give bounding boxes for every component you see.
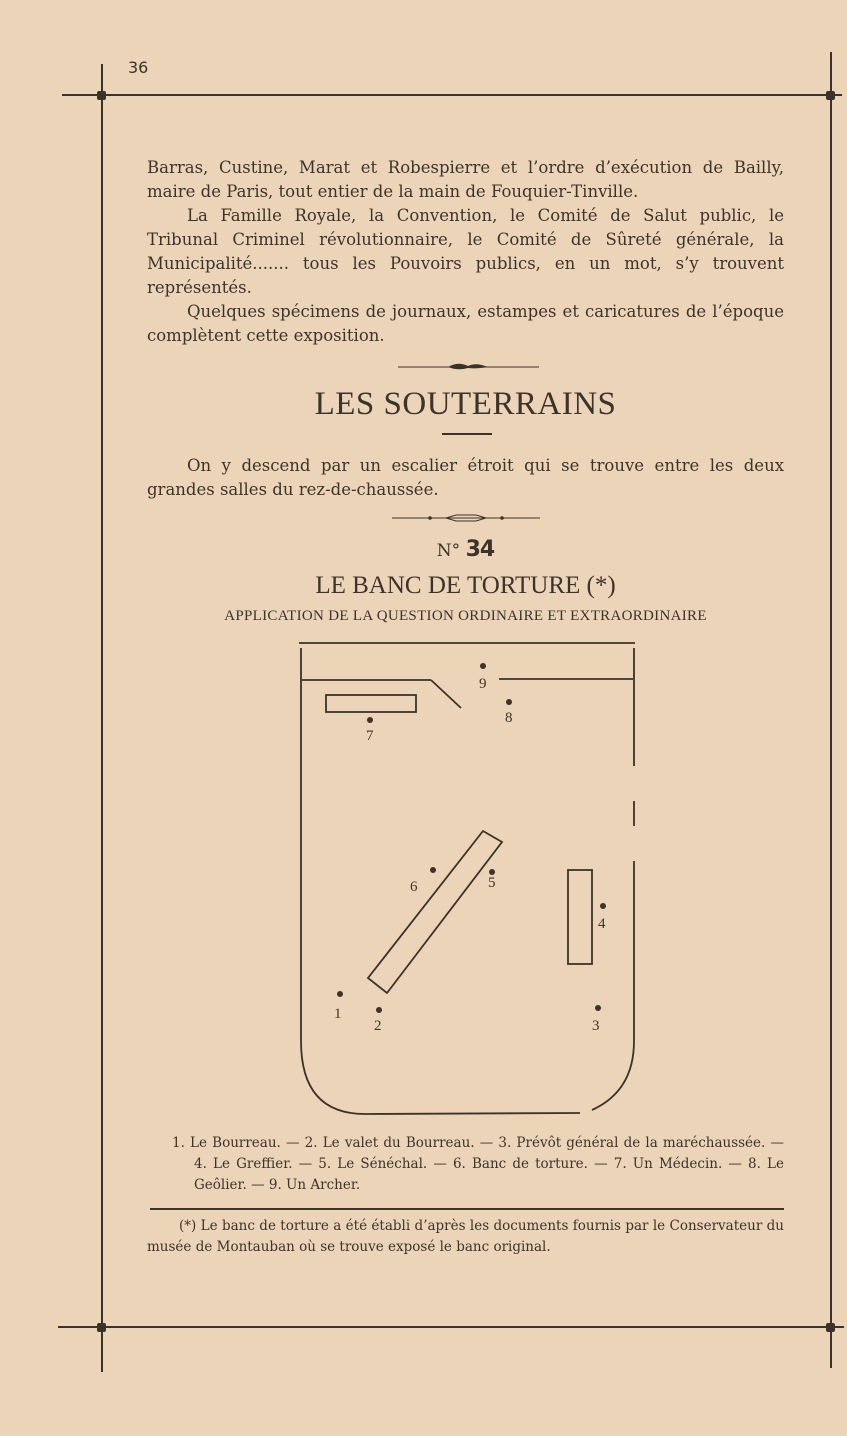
- plan-marker-label: 3: [592, 1018, 600, 1034]
- plan-marker-label: 8: [505, 710, 513, 726]
- plan-markers: [337, 663, 606, 1013]
- plan-outer-wall: [301, 648, 580, 1114]
- frame-bottom-rule: [58, 1326, 844, 1328]
- intro-paragraph-1: Barras, Custine, Marat et Robespierre et l’ordre d’exécution de Bailly, maire de Paris, tout entier de la main de Fouquier-Tinville.: [147, 158, 784, 201]
- intro-paragraph-3: Quelques spécimens de journaux, estampes et caricatures de l’époque complètent cette exposition.: [147, 302, 784, 345]
- frame-corner-ornament: [826, 1323, 835, 1332]
- frame-corner-ornament: [97, 1323, 106, 1332]
- torture-room-floor-plan: [290, 636, 650, 1126]
- footnote-rule: [150, 1208, 784, 1210]
- plan-marker-label: 7: [366, 728, 374, 744]
- item-number-value: 34: [465, 537, 495, 562]
- frame-right-rule: [830, 52, 832, 1368]
- frame-corner-ornament: [97, 91, 106, 100]
- ornament-divider: [396, 360, 541, 372]
- section-text: On y descend par un escalier étroit qui se trouve entre les deux grandes salles du rez-de-chaussée.: [147, 456, 784, 499]
- plan-marker-label: 9: [479, 676, 487, 692]
- frame-left-rule: [101, 64, 103, 1372]
- frame-corner-ornament: [826, 91, 835, 100]
- page-number: 36: [128, 58, 149, 77]
- plan-torture-bench: [368, 831, 502, 993]
- plan-table: [326, 695, 416, 712]
- item-number-prefix: N°: [436, 541, 461, 561]
- intro-text: [147, 156, 784, 348]
- item-number: [147, 537, 784, 562]
- intro-paragraph-2: La Famille Royale, la Convention, le Comité de Salut public, le Tribunal Criminel révolutionnaire, le Comité de Sûreté générale, la Municipalité....... tous les Pouvoirs publics, en un mot, s’y trouvent représentés.: [147, 206, 784, 297]
- item-title: LE BANC DE TORTURE (*): [315, 572, 616, 599]
- section-title: LES SOUTERRAINS: [314, 386, 617, 422]
- footnote-text: (*) Le banc de torture a été établi d’après les documents fournis par le Conservateur du musée de Montauban où se trouve exposé le banc original.: [147, 1218, 784, 1255]
- plan-outer-wall-right: [592, 648, 634, 1110]
- plan-marker-label: 6: [410, 879, 418, 895]
- plan-marker-label: 5: [488, 875, 496, 891]
- legend-text: 1. Le Bourreau. — 2. Le valet du Bourreau. — 3. Prévôt général de la maréchaussée. — 4. Le Greffier. — 5. Le Sénéchal. — 6. Banc de torture. — 7. Un Médecin. — 8. Le Geôlier. — 9. Un Archer.: [172, 1135, 784, 1193]
- diagram-legend: [172, 1133, 784, 1196]
- title-underline: [442, 433, 492, 435]
- plan-marker-label: 4: [598, 916, 606, 932]
- footnote: [147, 1216, 784, 1258]
- frame-top-rule: [62, 94, 842, 96]
- plan-marker-label: 2: [374, 1018, 382, 1034]
- plan-marker-label: 1: [334, 1006, 342, 1022]
- section-intro: [147, 454, 784, 502]
- plan-desk: [568, 870, 592, 964]
- item-subtitle: APPLICATION DE LA QUESTION ORDINAIRE ET EXTRAORDINAIRE: [224, 608, 707, 624]
- plan-door-leaf: [431, 680, 461, 708]
- ornament-divider: [390, 512, 542, 524]
